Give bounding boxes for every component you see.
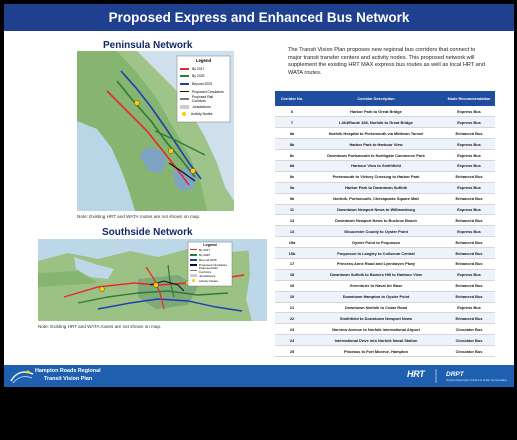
- table-row: [275, 313, 495, 324]
- legend-swatch: [182, 112, 186, 116]
- corridor-mode: Express Bus: [443, 182, 495, 193]
- legend-label: Proposed Circulators: [199, 263, 228, 268]
- corridor-description: Harbour View to Smithfield: [309, 160, 443, 171]
- corridor-number: 21: [275, 302, 309, 313]
- legend-swatch: [180, 83, 189, 85]
- hrt-logo: HRT: [407, 369, 425, 379]
- table-row: [275, 324, 495, 335]
- corridor-description: Poquoson to Langley to Coliseum Central: [309, 248, 443, 259]
- corridor-description: Downtown Suffolk to Bowers Hill to Harbour View: [309, 269, 443, 280]
- table-row: [275, 106, 495, 117]
- legend-label: Beyond 2025: [199, 257, 217, 262]
- table-row: [275, 248, 495, 259]
- table-row: [275, 291, 495, 302]
- peninsula-legend-item: [180, 95, 227, 103]
- corridor-number: 22: [275, 313, 309, 324]
- peninsula-legend-item: [180, 103, 227, 111]
- corridor-number: 19: [275, 280, 309, 291]
- corridor-mode: Enhanced Bus: [443, 313, 495, 324]
- drpt-subtitle: Virginia Department of Rail and Public Transportation: [446, 379, 508, 382]
- legend-swatch: [190, 259, 197, 261]
- table-row: [275, 171, 495, 182]
- corridor-description: Gloucester County to Oyster Point: [309, 226, 443, 237]
- southside-legend-title: Legend: [203, 243, 217, 247]
- corridor-mode: Enhanced Bus: [443, 128, 495, 139]
- table-row: [275, 128, 495, 139]
- table-row: [275, 346, 495, 357]
- corridor-number: 25: [275, 346, 309, 357]
- corridor-description: Downtown Portsmouth to Northgate Commerce Park: [309, 150, 443, 161]
- table-row: [275, 258, 495, 269]
- corridor-number: 6: [275, 106, 309, 117]
- corridor-table: [275, 91, 495, 357]
- corridor-number: 8e: [275, 171, 309, 182]
- corridor-number: 15a: [275, 237, 309, 248]
- divider-icon: [430, 369, 442, 383]
- plan-title-line2: Transit Vision Plan: [44, 376, 93, 382]
- corridor-description: Oyster Point to Poquoson: [309, 237, 443, 248]
- page-title: Proposed Express and Enhanced Bus Network: [108, 10, 410, 25]
- legend-swatch: [190, 270, 197, 272]
- legend-swatch: [190, 264, 197, 266]
- corridor-mode: Express Bus: [443, 160, 495, 171]
- southside-legend: [188, 242, 232, 286]
- legend-swatch: [190, 274, 197, 277]
- legend-swatch: [180, 75, 189, 77]
- legend-label: By 2017: [192, 66, 205, 71]
- corridor-mode: Circulator Bus: [443, 346, 495, 357]
- table-row: [275, 237, 495, 248]
- peninsula-legend-title: Legend: [195, 58, 212, 63]
- corridor-description: Harbor Park to Great Bridge: [309, 106, 443, 117]
- table-row: [275, 215, 495, 226]
- drpt-logo: DRPT: [446, 371, 464, 378]
- corridor-mode: Enhanced Bus: [443, 248, 495, 259]
- table-row: [275, 193, 495, 204]
- table-row: [275, 335, 495, 346]
- corridor-number: 8a: [275, 128, 309, 139]
- legend-label: By 2025: [192, 74, 205, 79]
- corridor-number: 8d: [275, 160, 309, 171]
- corridor-description: International Drive into Norfolk Naval Station: [309, 335, 443, 346]
- footer-bar: [4, 365, 514, 387]
- corridor-mode: Express Bus: [443, 204, 495, 215]
- document-page: [4, 4, 514, 387]
- corridor-description: Norfolk Hospital to Portsmouth via Midtown Tunnel: [309, 128, 443, 139]
- corridor-number: 11: [275, 204, 309, 215]
- legend-label: Proposed Circulators: [192, 89, 224, 94]
- corridor-description: Downtown Norfolk to Cedar Road: [309, 302, 443, 313]
- legend-label: Jurisdictions: [192, 104, 211, 109]
- legend-swatch: [180, 68, 189, 70]
- peninsula-legend-item: [180, 73, 227, 81]
- plan-title-line1: Hampton Roads Regional: [35, 368, 101, 374]
- table-row: [275, 204, 495, 215]
- corridor-description: Harbor Park to Downtown Suffolk: [309, 182, 443, 193]
- corridor-description: Princess Anne Road and Lynnhaven Pkwy: [309, 258, 443, 269]
- peninsula-legend-item: [180, 111, 227, 119]
- table-row: [275, 280, 495, 291]
- peninsula-map-title: Peninsula Network: [103, 40, 193, 51]
- corridor-description: Phoebus to Fort Monroe, Hampton: [309, 346, 443, 357]
- table-row: [275, 117, 495, 128]
- corridor-mode: Express Bus: [443, 226, 495, 237]
- southside-map: [38, 239, 267, 321]
- peninsula-map: [77, 51, 234, 211]
- peninsula-note: Note: Existing HRT and WATA routes are not shown on map.: [77, 214, 201, 219]
- corridor-description: Greenbrier to Naval Air Base: [309, 280, 443, 291]
- table-header-row: [275, 91, 495, 106]
- corridor-number: 7: [275, 117, 309, 128]
- corridor-mode: Enhanced Bus: [443, 237, 495, 248]
- corridor-mode: Enhanced Bus: [443, 258, 495, 269]
- legend-swatch: [180, 105, 189, 109]
- header-bar: [4, 4, 514, 31]
- southside-note: Note: Existing HRT and WATA routes are not shown on map.: [38, 324, 162, 329]
- corridor-number: 14: [275, 226, 309, 237]
- legend-label: Activity Nodes: [199, 278, 219, 283]
- table-row: [275, 302, 495, 313]
- region-logo-icon: [10, 368, 34, 384]
- corridor-mode: Enhanced Bus: [443, 215, 495, 226]
- peninsula-legend: [177, 56, 230, 122]
- legend-label: Jurisdictions: [199, 273, 216, 278]
- corridor-mode: Enhanced Bus: [443, 193, 495, 204]
- corridor-description: Smithfield to Downtown Newport News: [309, 313, 443, 324]
- corridor-mode: Express Bus: [443, 269, 495, 280]
- peninsula-legend-item: [180, 80, 227, 88]
- corridor-mode: Circulator Bus: [443, 324, 495, 335]
- corridor-mode: Express Bus: [443, 302, 495, 313]
- corridor-mode: Enhanced Bus: [443, 291, 495, 302]
- southside-map-graphic: [38, 239, 267, 321]
- table-row: [275, 160, 495, 171]
- legend-swatch: [180, 98, 189, 100]
- legend-swatch: [180, 91, 189, 93]
- legend-label: Proposed Rail Corridors: [191, 95, 214, 104]
- corridor-number: 9a: [275, 182, 309, 193]
- legend-label: By 2017: [199, 247, 211, 252]
- table-row: [275, 226, 495, 237]
- corridor-description: Downtown Newport News to Buckroe Beach: [309, 215, 443, 226]
- corridor-description: Norview Avenue to Norfolk International Airport: [309, 324, 443, 335]
- corridor-mode: Enhanced Bus: [443, 280, 495, 291]
- column-header-description: Corridor Description: [309, 91, 443, 106]
- corridor-mode: Enhanced Bus: [443, 171, 495, 182]
- legend-label: By 2025: [199, 252, 211, 257]
- table-row: [275, 182, 495, 193]
- legend-label: Activity Nodes: [191, 112, 213, 117]
- corridor-number: 13: [275, 215, 309, 226]
- table-row: [275, 139, 495, 150]
- corridor-number: 18: [275, 269, 309, 280]
- legend-label: Beyond 2025: [192, 81, 212, 86]
- corridor-mode: Express Bus: [443, 139, 495, 150]
- corridor-number: 20: [275, 291, 309, 302]
- corridor-description: Downtown Hampton to Oyster Point: [309, 291, 443, 302]
- legend-swatch: [190, 249, 197, 251]
- corridor-description: Portsmouth to Victory Crossing to Harbor Park: [309, 171, 443, 182]
- column-header-mode: Mode Recommendation: [443, 91, 495, 106]
- corridor-mode: Express Bus: [443, 117, 495, 128]
- corridor-number: 9b: [275, 193, 309, 204]
- peninsula-legend-item: [180, 65, 227, 73]
- corridor-number: 24: [275, 335, 309, 346]
- corridor-description: I-464/Route 168, Norfolk to Great Bridge: [309, 117, 443, 128]
- table-row: [275, 150, 495, 161]
- table-row: [275, 269, 495, 280]
- corridor-number: 15b: [275, 248, 309, 259]
- corridor-mode: Express Bus: [443, 106, 495, 117]
- corridor-number: 8b: [275, 139, 309, 150]
- intro-paragraph: The Transit Vision Plan proposes new regional bus corridors that connect to major transit transfer centers and activity nodes. This proposed network will supplement the existing HRT MAX express bus routes as well as local HRT and WATA routes.: [288, 47, 486, 76]
- corridor-description: Norfolk, Portsmouth, Chesapeake Square Mall: [309, 193, 443, 204]
- corridor-description: Downtown Newport News to Williamsburg: [309, 204, 443, 215]
- southside-map-title: Southside Network: [102, 227, 193, 238]
- legend-swatch: [192, 279, 195, 282]
- corridor-number: 8c: [275, 150, 309, 161]
- southside-legend-item: [190, 278, 230, 283]
- corridor-number: 23: [275, 324, 309, 335]
- corridor-mode: Circulator Bus: [443, 335, 495, 346]
- corridor-description: Harbor Park to Harbour View: [309, 139, 443, 150]
- legend-label: Proposed Rail Corridors: [198, 266, 218, 275]
- corridor-number: 17: [275, 258, 309, 269]
- column-header-corridor-no: Corridor No.: [275, 91, 309, 106]
- legend-swatch: [190, 254, 197, 256]
- corridor-mode: Express Bus: [443, 150, 495, 161]
